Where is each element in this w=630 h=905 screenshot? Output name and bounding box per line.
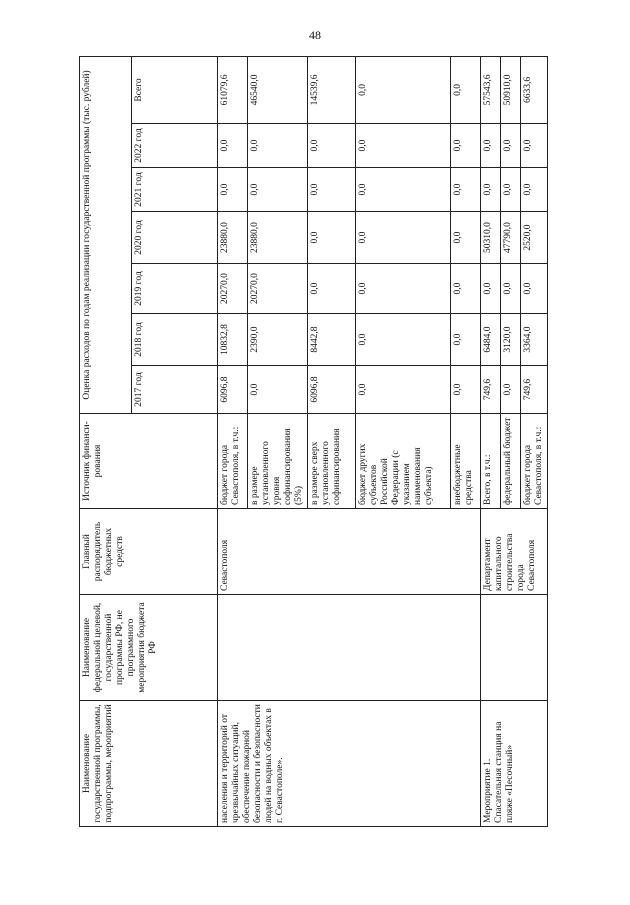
value-cell: 749,6	[521, 366, 548, 414]
value-cell: 0,0	[451, 366, 481, 414]
value-cell: 0,0	[356, 264, 451, 314]
total-cell: 57543,6	[481, 56, 501, 123]
program-cell: населения и территорий от чрезвычайных ситуаций, обеспечение пожарной безопасности и безопасности людей на водных объектах в г. Севастополе».	[218, 701, 481, 827]
value-cell: 0,0	[451, 314, 481, 366]
federal-cell	[218, 595, 481, 701]
header-federal: Наименование федеральной целевой, государственной программы РФ, не программного мероприятия бюджета РФ	[80, 595, 218, 701]
value-cell: 20270,0	[248, 264, 308, 314]
header-year-2019: 2019 год	[132, 264, 218, 314]
value-cell: 0,0	[248, 124, 308, 168]
header-source: Источник финанси-рования	[80, 414, 218, 509]
source-cell: бюджет города Севастополя, в т.ч.:	[521, 414, 548, 509]
value-cell: 0,0	[481, 124, 501, 168]
source-cell: в размере сверх установленного софинансирования	[308, 414, 356, 509]
source-cell: в размере установленного уровня софинансирования (5%)	[248, 414, 308, 509]
header-year-2020: 2020 год	[132, 212, 218, 264]
value-cell: 0,0	[308, 264, 356, 314]
total-cell: 0,0	[356, 56, 451, 123]
value-cell: 0,0	[356, 314, 451, 366]
value-cell: 0,0	[451, 212, 481, 264]
value-cell: 0,0	[308, 168, 356, 212]
header-total: Всего	[132, 56, 218, 123]
value-cell: 47790,0	[501, 212, 521, 264]
program-cell: Мероприятие 1. Спасательная станция на пляже «Песочный»	[481, 701, 548, 827]
value-cell: 0,0	[501, 124, 521, 168]
value-cell: 0,0	[501, 168, 521, 212]
source-cell: бюджет других субъектов Российской Федерации (с указанием наименования субъекта)	[356, 414, 451, 509]
header-estimate: Оценка расходов по годам реализации государственной программы (тыс. рублей)	[80, 56, 132, 413]
total-cell: 0,0	[451, 56, 481, 123]
source-cell: внебюджетные средства	[451, 414, 481, 509]
header-manager: Главный распорядитель бюджетных средств	[80, 509, 218, 595]
source-cell: бюджет города Севастополя, в т.ч.:	[218, 414, 248, 509]
page-number: 48	[309, 28, 321, 42]
value-cell: 8442,8	[308, 314, 356, 366]
header-year-2017: 2017 год	[132, 366, 218, 414]
source-cell: федеральный бюджет	[501, 414, 521, 509]
value-cell: 23880,0	[248, 212, 308, 264]
value-cell: 0,0	[308, 124, 356, 168]
value-cell: 2390,0	[248, 314, 308, 366]
value-cell: 0,0	[218, 168, 248, 212]
value-cell: 0,0	[481, 168, 501, 212]
value-cell: 0,0	[218, 124, 248, 168]
value-cell: 0,0	[308, 212, 356, 264]
value-cell: 3364,0	[521, 314, 548, 366]
value-cell: 0,0	[356, 366, 451, 414]
value-cell: 6484,0	[481, 314, 501, 366]
value-cell: 0,0	[356, 212, 451, 264]
header-program: Наименование государственной программы, подпрограммы, мероприятий	[80, 701, 218, 827]
value-cell: 0,0	[356, 124, 451, 168]
rotated-table-container	[79, 57, 542, 827]
header-year-2021: 2021 год	[132, 168, 218, 212]
total-cell: 6633,6	[521, 56, 548, 123]
value-cell: 3120,0	[501, 314, 521, 366]
table-row	[481, 56, 501, 826]
value-cell: 0,0	[521, 168, 548, 212]
federal-cell	[481, 595, 548, 701]
table-row	[218, 56, 248, 826]
value-cell: 0,0	[451, 264, 481, 314]
value-cell: 20270,0	[218, 264, 248, 314]
value-cell: 0,0	[248, 168, 308, 212]
header-year-2022: 2022 год	[132, 124, 218, 168]
value-cell: 23880,0	[218, 212, 248, 264]
value-cell: 10832,8	[218, 314, 248, 366]
value-cell: 2520,0	[521, 212, 548, 264]
header-year-2018: 2018 год	[132, 314, 218, 366]
value-cell: 0,0	[356, 168, 451, 212]
value-cell: 0,0	[481, 264, 501, 314]
value-cell: 50310,0	[481, 212, 501, 264]
manager-cell: Департамент капитального строительства города Севастополя	[481, 509, 548, 595]
total-cell: 50910,0	[501, 56, 521, 123]
value-cell: 0,0	[501, 366, 521, 414]
value-cell: 749,6	[481, 366, 501, 414]
value-cell: 6096,8	[308, 366, 356, 414]
source-cell: Всего, в т.ч.:	[481, 414, 501, 509]
expense-table	[79, 56, 548, 827]
value-cell: 0,0	[501, 264, 521, 314]
value-cell: 0,0	[521, 264, 548, 314]
total-cell: 14539,6	[308, 56, 356, 123]
manager-cell: Севастополя	[218, 509, 481, 595]
value-cell: 0,0	[248, 366, 308, 414]
value-cell: 6096,8	[218, 366, 248, 414]
total-cell: 61079,6	[218, 56, 248, 123]
value-cell: 0,0	[451, 168, 481, 212]
value-cell: 0,0	[521, 124, 548, 168]
total-cell: 46540,0	[248, 56, 308, 123]
value-cell: 0,0	[451, 124, 481, 168]
